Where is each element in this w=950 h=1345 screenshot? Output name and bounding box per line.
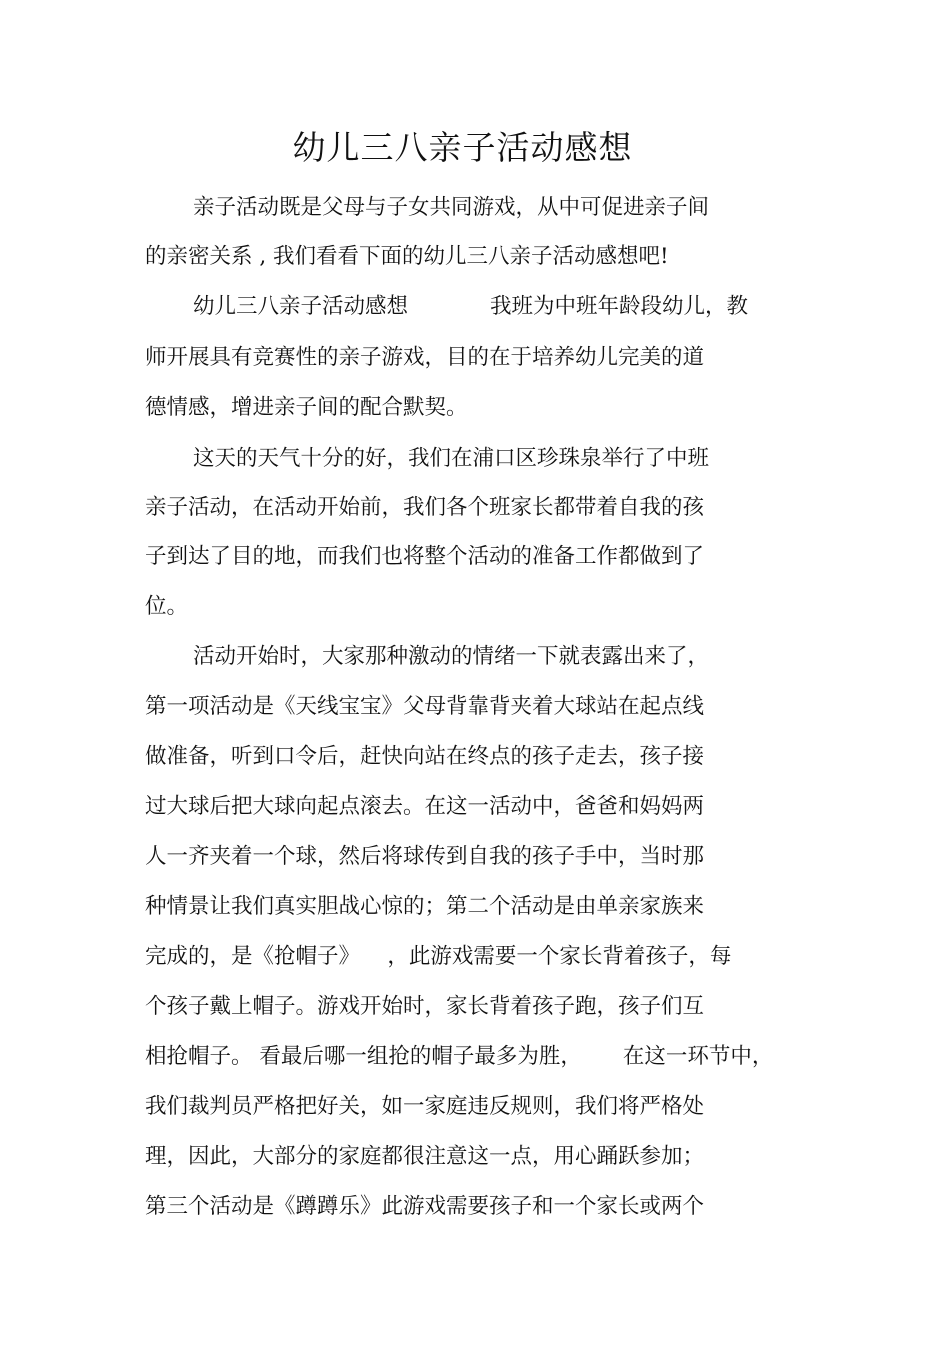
paragraph-line: 种情景让我们真实胆战心惊的；第二个活动是由单亲家族来 (145, 894, 705, 919)
paragraph-line: 我们裁判员严格把好关，如一家庭违反规则，我们将严格处 (145, 1094, 705, 1119)
paragraph-line: 人一齐夹着一个球，然后将球传到自我的孩子手中，当时那 (145, 844, 705, 869)
paragraph-line: 第三个活动是《蹲蹲乐》此游戏需要孩子和一个家长或两个 (145, 1194, 705, 1219)
paragraph-line: 的亲密关系 , 我们看看下面的幼儿三八亲子活动感想吧! (145, 244, 669, 269)
paragraph-line: 第一项活动是《天线宝宝》父母背靠背夹着大球站在起点线 (145, 694, 705, 719)
paragraph-line: 过大球后把大球向起点滚去。在这一活动中，爸爸和妈妈两 (145, 794, 705, 819)
paragraph-line: 亲子活动，在活动开始前，我们各个班家长都带着自我的孩 (145, 495, 705, 520)
paragraph-line: 活动开始时，大家那种激动的情绪一下就表露出来了， (193, 644, 710, 669)
paragraph-line: 相抢帽子。 看最后哪一组抢的帽子最多为胜， 在这一环节中， (145, 1044, 774, 1069)
document-title: 幼儿三八亲子活动感想 (292, 128, 633, 167)
paragraph-line: 子到达了目的地，而我们也将整个活动的准备工作都做到了 (145, 544, 705, 569)
paragraph-line: 师开展具有竞赛性的亲子游戏，目的在于培养幼儿完美的道 (145, 345, 705, 370)
paragraph-line: 完成的，是《抢帽子》 ，此游戏需要一个家长背着孩子，每 (145, 944, 732, 969)
paragraph-line: 这天的天气十分的好，我们在浦口区珍珠泉举行了中班 (193, 446, 710, 471)
paragraph-line: 理，因此，大部分的家庭都很注意这一点，用心踊跃参加； (145, 1144, 705, 1169)
paragraph-line: 亲子活动既是父母与子女共同游戏，从中可促进亲子间 (193, 195, 710, 220)
paragraph-line: 个孩子戴上帽子。游戏开始时，家长背着孩子跑，孩子们互 (145, 994, 705, 1019)
paragraph-line: 做准备，听到口令后，赶快向站在终点的孩子走去，孩子接 (145, 744, 705, 769)
paragraph-line: 位。 (145, 594, 189, 619)
paragraph-line: 德情感，增进亲子间的配合默契。 (145, 395, 468, 420)
paragraph-line: 幼儿三八亲子活动感想 我班为中班年龄段幼儿，教 (193, 294, 749, 319)
